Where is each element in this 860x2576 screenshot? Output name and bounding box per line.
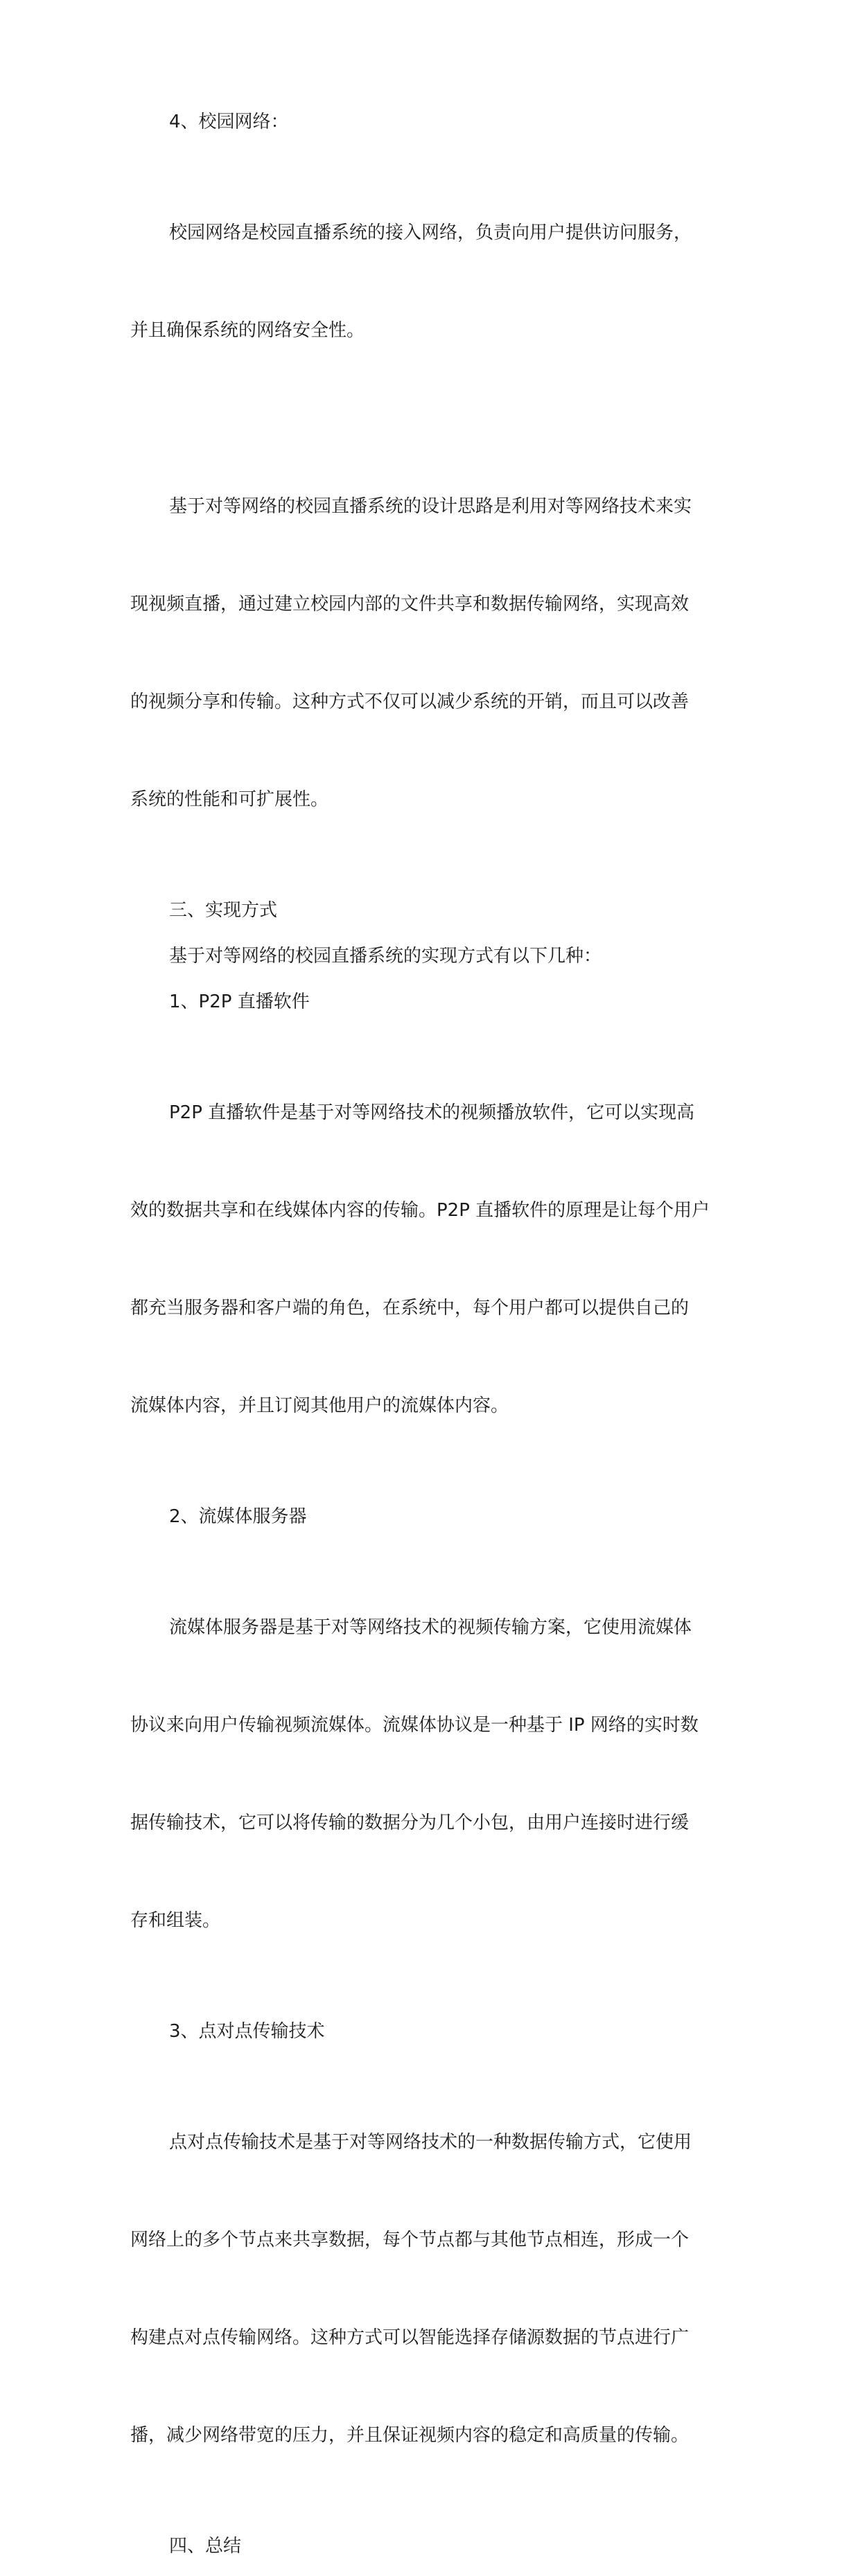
paragraph-line: 存和组装。: [130, 1910, 221, 1931]
subsection-heading-streaming: 2、流媒体服务器: [169, 1506, 307, 1527]
subsection-heading-peer: 3、点对点传输技术: [169, 2021, 325, 2042]
paragraph-line: 基于对等网络的校园直播系统的设计思路是利用对等网络技术来实: [169, 496, 692, 517]
paragraph-line: P2P 直播软件是基于对等网络技术的视频播放软件，它可以实现高: [169, 1102, 695, 1123]
paragraph-line: 据传输技术，它可以将传输的数据分为几个小包，由用户连接时进行缓: [130, 1812, 690, 1833]
document-page: [130, 106, 733, 2576]
paragraph-line: 流媒体内容，并且订阅其他用户的流媒体内容。: [130, 1395, 509, 1416]
section-heading-summary: 四、总结: [169, 2536, 242, 2557]
paragraph-streaming: [130, 1546, 733, 2002]
section-heading-campus-network: 4、校园网络：: [169, 112, 289, 132]
paragraph-line: 现视频直播，通过建立校园内部的文件共享和数据传输网络，实现高效: [130, 594, 690, 615]
paragraph-line: 校园网络是校园直播系统的接入网络，负责向用户提供访问服务，: [169, 222, 692, 243]
paragraph-peer: [130, 2061, 733, 2517]
paragraph-line: 播，减少网络带宽的压力，并且保证视频内容的稳定和高质量的传输。: [130, 2425, 690, 2446]
subsection-heading-p2p: 1、P2P 直播软件: [169, 991, 310, 1012]
paragraph-line: 效的数据共享和在线媒体内容的传输。P2P 直播软件的原理是让每个用户: [130, 1200, 710, 1221]
paragraph-design-idea: [130, 425, 733, 881]
paragraph-line: 系统的性能和可扩展性。: [130, 789, 329, 810]
paragraph-p2p: [130, 1032, 733, 1488]
paragraph-line: 网络上的多个节点来共享数据，每个节点都与其他节点相连，形成一个: [130, 2230, 690, 2250]
paragraph-campus-network: [130, 152, 733, 412]
paragraph-line: 点对点传输技术是基于对等网络技术的一种数据传输方式，它使用: [169, 2132, 692, 2153]
section-heading-implementation: 三、实现方式: [169, 900, 278, 921]
paragraph-line: 的视频分享和传输。这种方式不仅可以减少系统的开销，而且可以改善: [130, 691, 690, 712]
paragraph-line: 协议来向用户传输视频流媒体。流媒体协议是一种基于 IP 网络的实时数: [130, 1715, 699, 1736]
paragraph-line: 都充当服务器和客户端的角色，在系统中，每个用户都可以提供自己的: [130, 1298, 690, 1318]
paragraph-line: 流媒体服务器是基于对等网络技术的视频传输方案，它使用流媒体: [169, 1617, 692, 1638]
paragraph-line: 并且确保系统的网络安全性。: [130, 320, 365, 341]
paragraph-implementation-intro: 基于对等网络的校园直播系统的实现方式有以下几种：: [169, 946, 602, 967]
paragraph-line: 构建点对点传输网络。这种方式可以智能选择存储源数据的节点进行广: [130, 2327, 690, 2348]
